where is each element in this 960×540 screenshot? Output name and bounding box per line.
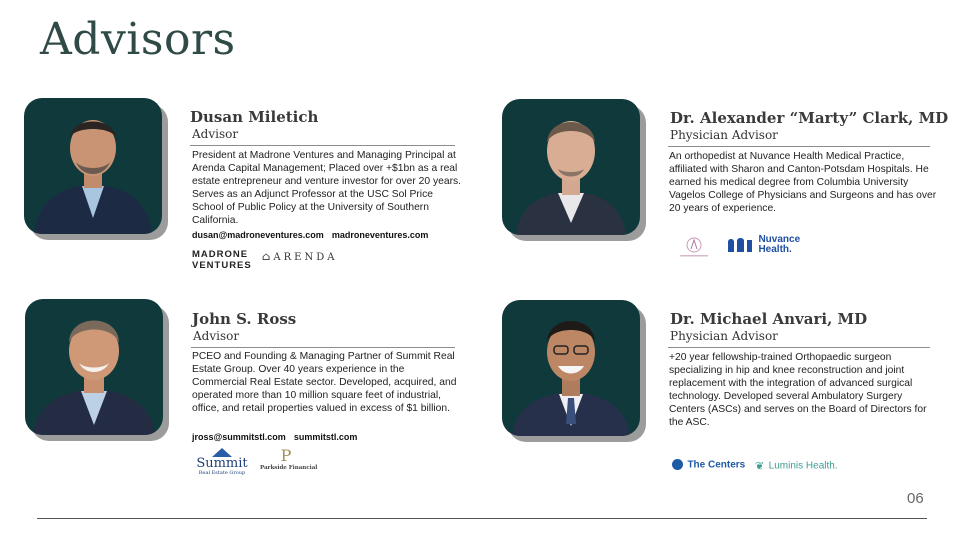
advisor-role: Advisor [192, 127, 239, 141]
summit-logo: Summit Real Estate Group [194, 448, 250, 477]
advisor-photo [25, 299, 163, 435]
website-link[interactable]: madroneventures.com [331, 230, 429, 240]
divider [668, 347, 930, 348]
advisor-bio: +20 year fellowship-trained Orthopaedic surgeon specializing in hip and knee reconstruction and joint replacement with the integration of advanced surgical technology. Developed several Ambulatory Surgery Centers (ASCs) and serves on the Board of Directors for the ASC. [669, 352, 927, 428]
building-icon: ⌂ [262, 250, 274, 263]
advisor-name: Dr. Alexander “Marty” Clark, MD [670, 109, 949, 127]
advisor-bio: An orthopedist at Nuvance Health Medical Practice, affiliated with Sharon and Canton-Potsdam Hospitals. He earned his medical degree from Columbia University Vagelos College of Physicians and Surgeons and has over 20 years of experience. [669, 151, 937, 214]
nuvance-icon [726, 236, 754, 254]
parkside-logo: P Parkside Financial [260, 446, 318, 471]
the-centers-logo: The Centers [672, 456, 745, 474]
email-link[interactable]: dusan@madroneventures.com [192, 230, 324, 240]
globe-icon [672, 459, 683, 470]
divider [190, 145, 455, 146]
advisor-name: Dusan Miletich [190, 108, 319, 126]
nuvance-logo: Nuvance Health. [726, 235, 806, 255]
advisor-bio: PCEO and Founding & Managing Partner of Summit Real Estate Group. Over 40 years experience in the Commercial Real Estate sector. Developed, acquired, and operated more than 10 million square feet of industrial, office, and retail properties valued in excess of $1 billion. [192, 351, 457, 414]
advisor-bio: President at Madrone Ventures and Managing Principal at Arenda Capital Management; Placed over +$1bn as a real estate entrepreneur and venture investor for over 20 years. Serves as an Adjunct Professor at the USC Sol Price School of Public Policy at the University of Southern California. [192, 150, 462, 226]
advisor-role: Physician Advisor [670, 329, 778, 343]
advisor-photo-frame [24, 98, 162, 234]
divider [668, 146, 930, 147]
advisor-photo [24, 98, 162, 234]
advisor-name: John S. Ross [192, 310, 297, 328]
website-link[interactable]: summitstl.com [293, 432, 358, 442]
advisor-photo-frame [502, 99, 640, 235]
leaf-icon: ❦ [755, 460, 765, 473]
orthopedic-logo-mark [676, 236, 712, 260]
advisor-contact [192, 432, 357, 442]
advisor-name: Dr. Michael Anvari, MD [670, 310, 868, 328]
footer-divider [37, 518, 927, 519]
luminis-logo: ❦ Luminis Health. [755, 460, 838, 473]
advisor-photo [502, 99, 640, 235]
divider [191, 347, 455, 348]
advisor-photo [502, 300, 640, 436]
advisor-role: Advisor [193, 329, 240, 343]
advisor-photo-frame [25, 299, 163, 435]
email-link[interactable]: jross@summitstl.com [192, 432, 286, 442]
parkside-monogram: P [280, 446, 292, 465]
arenda-logo: ⌂ARENDA [262, 250, 338, 263]
advisor-photo-frame [502, 300, 640, 436]
advisor-contact [192, 230, 428, 240]
advisor-role: Physician Advisor [670, 128, 778, 142]
page-title: Advisors [40, 14, 236, 65]
page-number: 06 [907, 490, 924, 507]
madrone-logo: MADRONE VENTURES [192, 249, 252, 271]
